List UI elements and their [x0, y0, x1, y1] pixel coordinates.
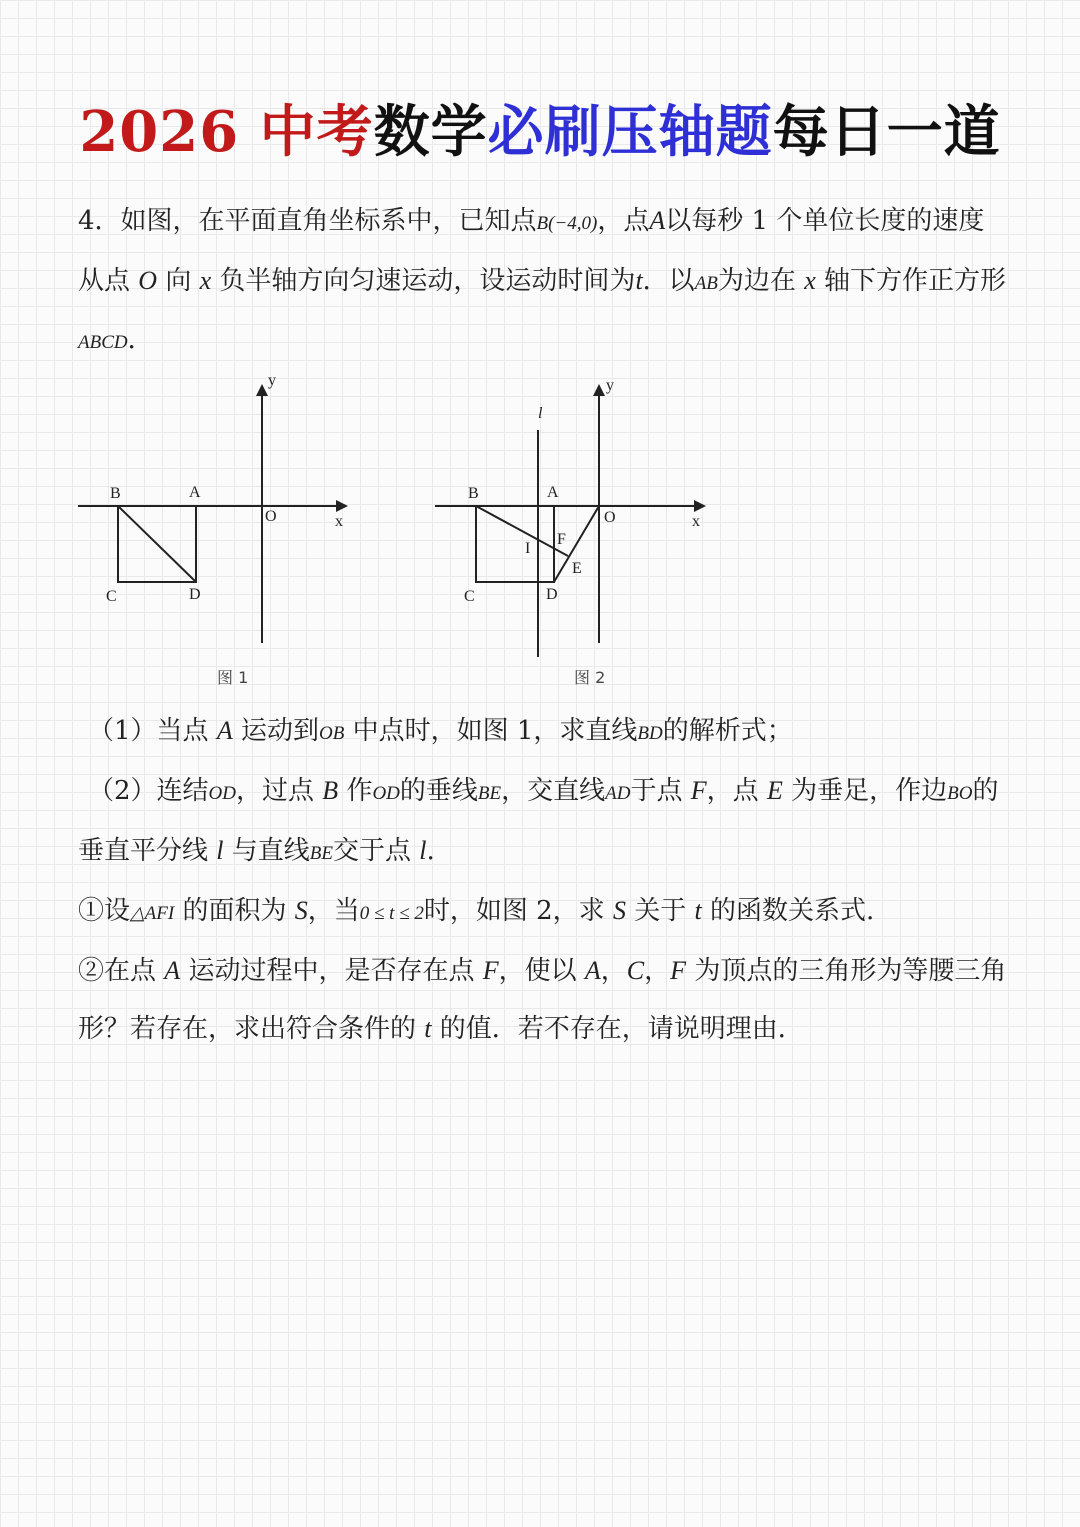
fig1-y-arrow [256, 384, 268, 396]
sub-questions [78, 702, 1008, 1058]
fig1-label-d: D [189, 586, 201, 603]
fig1-x-arrow [336, 500, 348, 512]
figure-1 [78, 384, 348, 643]
title-part2: 数学 [373, 99, 488, 165]
fig2-caption: 图 2 [574, 668, 606, 687]
title-part3: 必刷压轴题 [487, 99, 773, 165]
title-year: 2026 [79, 99, 240, 165]
question-2a: ①设△AFI 的面积为 S，当0 ≤ t ≤ 2时，如图 2，求 S 关于 t 的函数关系式. [78, 896, 875, 926]
fig1-label-b: B [110, 485, 121, 502]
fig2-label-b: B [468, 485, 479, 502]
fig2-label-a: A [547, 484, 559, 501]
fig2-x-arrow [694, 500, 706, 512]
fig2-label-e: E [572, 560, 582, 577]
title-part4: 每日一道 [772, 99, 1001, 165]
question-2b: ②在点 A 运动过程中，是否存在点 F，使以 A，C，F 为顶点的三角形为等腰三角形？若存在，求出符合条件的 t 的值．若不存在，请说明理由． [78, 956, 1007, 1044]
problem-statement: 4．如图，在平面直角坐标系中，已知点B(−4,0)，点A以每秒 1 个单位长度的速度从点 O 向 x 负半轴方向匀速运动，设运动时间为t．以AB为边在 x 轴下方作正方形ABCD． [78, 206, 1007, 355]
fig2-label-d: D [546, 586, 558, 603]
fig1-label-a: A [189, 484, 201, 501]
point-b-coord: B(−4,0) [536, 213, 598, 234]
fig1-label-y: y [268, 372, 276, 389]
fig1-label-x: x [335, 513, 343, 530]
fig2-label-c: C [464, 588, 475, 605]
fig2-label-x: x [692, 513, 700, 530]
fig2-label-l: l [538, 405, 543, 422]
fig2-label-y: y [606, 377, 614, 394]
question-1: （1）当点 A 运动到OB 中点时，如图 1，求直线BD的解析式； [88, 716, 793, 746]
fig1-line-bd [118, 506, 196, 582]
figure-2 [435, 384, 706, 657]
fig2-y-arrow [593, 384, 605, 396]
question-2: （2）连结OD，过点 B 作OD的垂线BE，交直线AD于点 F，点 E 为垂足，作边BO的垂直平分线 l 与直线BE交于点 l. [78, 776, 999, 866]
fig2-label-f: F [557, 531, 566, 548]
fig2-square-abcd [476, 506, 554, 582]
fig2-label-i: I [525, 540, 531, 557]
fig1-label-c: C [106, 588, 117, 605]
fig1-caption: 图 1 [217, 668, 249, 687]
figure-2-labels [464, 377, 700, 687]
fig1-label-o: O [265, 508, 277, 525]
fig2-label-o: O [604, 509, 616, 526]
title-part1: 中考 [259, 99, 374, 165]
